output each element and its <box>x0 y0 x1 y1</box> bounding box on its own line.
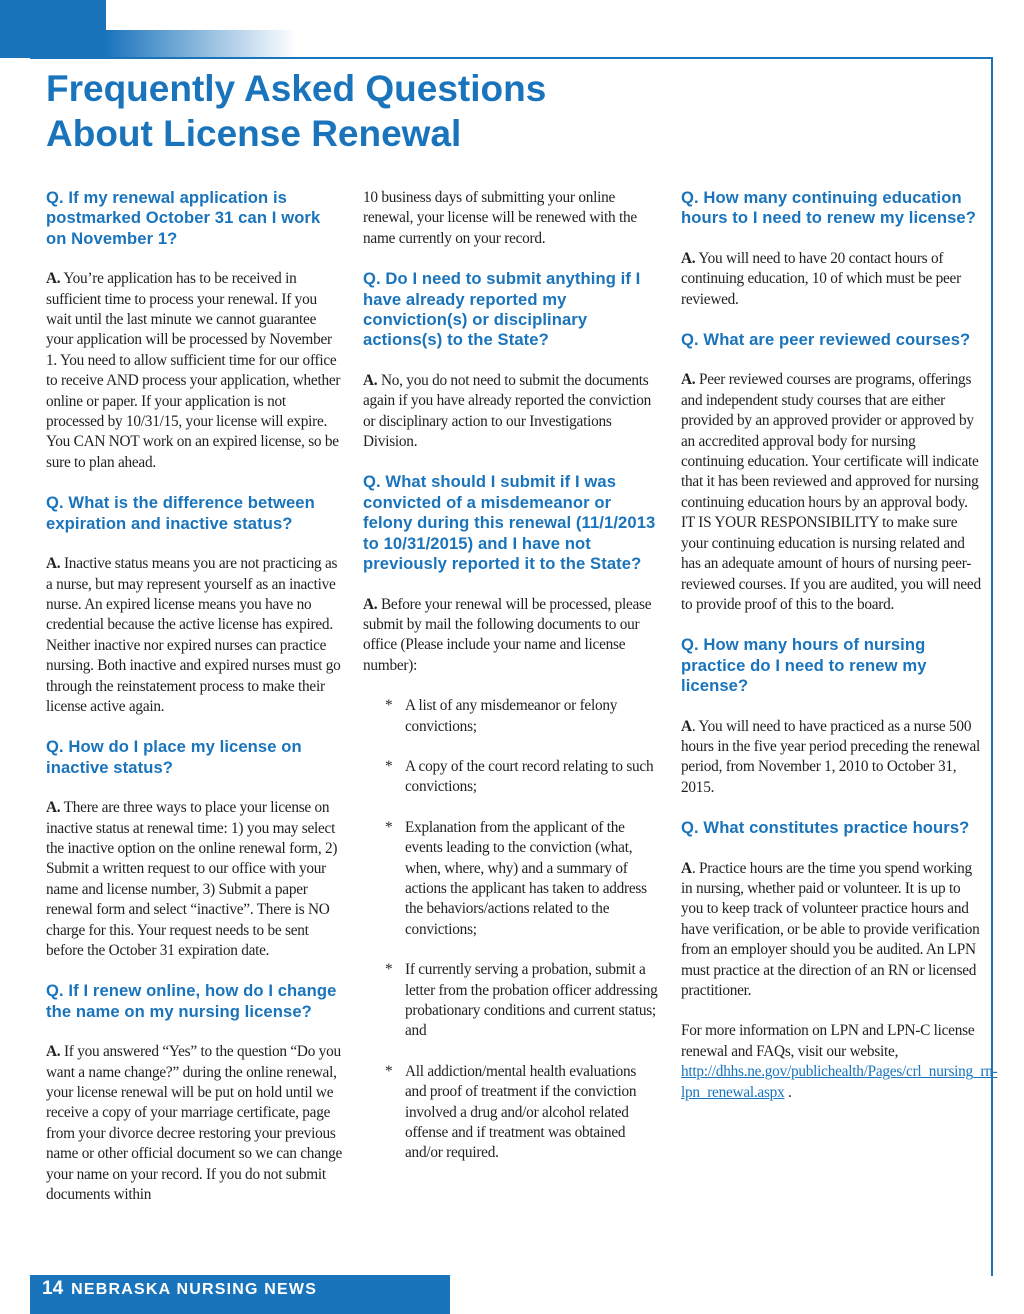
question-inactive-status: Q. How do I place my license on inactive status? <box>46 737 302 777</box>
more-info-paragraph <box>681 1021 998 1103</box>
header-corner-block <box>0 0 106 58</box>
page-title-line2: About License Renewal <box>46 113 462 154</box>
list-item <box>363 1062 661 1164</box>
answer-name-change-continued: 10 business days of submitting your online renewal, your license will be renewed with the name currently on your record. <box>363 189 637 247</box>
answer-text: No, you do not need to submit the documents again if you have already reported the conviction or disciplinary action to our Investigations Division. <box>363 371 652 451</box>
answer-label: A. <box>681 249 696 267</box>
answer-practice-hours-definition <box>681 859 981 1002</box>
answer-practice-hours-required <box>681 717 981 799</box>
answer-label: A <box>681 859 692 877</box>
list-item-text: If currently serving a probation, submit a letter from the probation officer addressing probationary conditions and current status; and <box>405 961 658 1040</box>
question-name-change: Q. If I renew online, how do I change the name on my nursing license? <box>46 981 337 1021</box>
answer-text: There are three ways to place your license on inactive status at renewal time: 1) you may select the inactive option on the online renewal form, 2) Submit a written request to our office with your name and license number, 3) Submit a paper renewal form and select “inactive”. There is NO charge for this. Your request needs to be sent before the October 31 expiration date. <box>46 799 338 959</box>
list-item-text: All addiction/mental health evaluations and proof of treatment if the conviction involved a drug and/or alcohol related offense and if treatment was obtained and/or required. <box>405 1062 637 1162</box>
answer-label: A. <box>363 595 378 613</box>
question-practice-hours-required: Q. How many hours of nursing practice do I need to renew my license? <box>681 635 927 696</box>
question-postmarked: Q. If my renewal application is postmarked October 31 can I work on November 1? <box>46 188 321 248</box>
answer-name-change <box>46 1042 344 1205</box>
bullet-star: * <box>385 697 393 715</box>
answer-expiration-vs-inactive <box>46 554 344 717</box>
bullet-star: * <box>385 818 393 836</box>
answer-label: A. <box>681 371 696 389</box>
answer-text: Peer reviewed courses are programs, offerings and independent study courses that are either provided by an approved provider or approved by an accredited approval body for nursing continuing education. Your certificate will indicate that it has been reviewed and approved for nursing continuing education hours by an approval body. IT IS YOUR RESPONSIBILITY to make sure your continuing education is nursing related and has an adequate amount of hours of nursing peer-reviewed courses. If you are audited, you will need to provide proof of this to the board. <box>681 371 981 613</box>
page-title <box>46 66 546 156</box>
list-item-text: A list of any misdemeanor or felony convictions; <box>405 697 618 735</box>
answer-label: A. <box>46 799 61 817</box>
question-peer-reviewed: Q. What are peer reviewed courses? <box>681 330 971 350</box>
answer-label: A <box>681 717 692 735</box>
website-link[interactable]: http://dhhs.ne.gov/publichealth/Pages/crl_nursing_rn-lpn_renewal.aspx <box>681 1063 998 1101</box>
answer-text: You will need to have 20 contact hours of continuing education, 10 of which must be peer reviewed. <box>681 249 961 308</box>
magazine-name: NEBRASKA NURSING NEWS <box>71 1281 318 1298</box>
answer-inactive-status <box>46 798 344 961</box>
answer-misdemeanor-felony <box>363 595 661 677</box>
header-gradient-bar <box>106 30 296 58</box>
answer-text: If you answered “Yes” to the question “Do you want a name change?” during the online renewal, your license renewal will be put on hold until we receive a copy of your marriage certificate, page from your divorce decree restoring your previous name or other official document so we can change your name on your record. If you do not submit documents within <box>46 1043 343 1204</box>
list-item-text: Explanation from the applicant of the events leading to the conviction (what, when, where, why) and a summary of actions the applicant has taken to address the behaviors/actions related to the convictions; <box>405 818 647 938</box>
more-info-end: . <box>784 1083 792 1101</box>
question-misdemeanor-felony: Q. What should I submit if I was convicted of a misdemeanor or felony during this renewal (11/1/2013 to 10/31/2015) and I have not previously reported it to the State? <box>363 472 656 574</box>
list-item <box>363 696 661 737</box>
question-expiration-vs-inactive: Q. What is the difference between expiration and inactive status? <box>46 493 315 533</box>
answer-label: A. <box>46 1043 61 1061</box>
list-item <box>363 757 661 798</box>
bullet-star: * <box>385 961 393 979</box>
answer-already-reported <box>363 371 661 453</box>
column-2 <box>363 188 661 1184</box>
footer <box>42 1279 317 1300</box>
list-item <box>363 818 661 940</box>
answer-text: You’re application has to be received in sufficient time to process your renewal. If you wait until the last minute we cannot guarantee your application will be processed by November 1. You need to allow sufficient time for our office to receive AND process your application, whether online or paper. If your application is not processed by 10/31/15, your license will expire. You CAN NOT work on an expired license, so be sure to plan ahead. <box>46 270 341 471</box>
more-info-text: For more information on LPN and LPN-C license renewal and FAQs, visit our website, <box>681 1022 975 1060</box>
answer-postmarked <box>46 269 344 473</box>
answer-text: Inactive status means you are not practicing as a nurse, but may represent yourself as an inactive nurse. An expired license means you have no credential because the active license has expired. Neither inactive nor expired nurses can practice nursing. Both inactive and expired nurses must go through the reinstatement process to make their license active again. <box>46 555 341 715</box>
bullet-star: * <box>385 757 393 775</box>
question-ce-hours: Q. How many continuing education hours to I need to renew my license? <box>681 188 976 228</box>
question-already-reported: Q. Do I need to submit anything if I have already reported my conviction(s) or disciplinary actions(s) to the State? <box>363 269 641 350</box>
answer-label: A. <box>46 270 61 288</box>
question-practice-hours-definition: Q. What constitutes practice hours? <box>681 818 970 838</box>
bullet-star: * <box>385 1062 393 1080</box>
page-title-line1: Frequently Asked Questions <box>46 68 547 109</box>
answer-text: Before your renewal will be processed, please submit by mail the following documents to our office (Please include your name and license number): <box>363 595 652 674</box>
answer-peer-reviewed <box>681 370 981 615</box>
list-item-text: A copy of the court record relating to such convictions; <box>405 757 654 796</box>
answer-label: A. <box>363 371 378 389</box>
answer-ce-hours <box>681 249 981 310</box>
column-1 <box>46 188 344 1225</box>
column-3 <box>681 188 998 1123</box>
answer-text: . Practice hours are the time you spend working in nursing, whether paid or volunteer. It is up to you to keep track of volunteer practice hours and have verification, or be able to provide verification from an employer should you be audited. An LPN must practice at the direction of an RN or licensed practitioner. <box>681 859 980 999</box>
answer-label: A. <box>46 555 61 573</box>
list-item <box>363 960 661 1042</box>
answer-text: . You will need to have practiced as a nurse 500 hours in the five year period preceding the renewal period, from November 1, 2010 to October 31, 2015. <box>681 717 981 796</box>
page-number: 14 <box>42 1278 64 1299</box>
